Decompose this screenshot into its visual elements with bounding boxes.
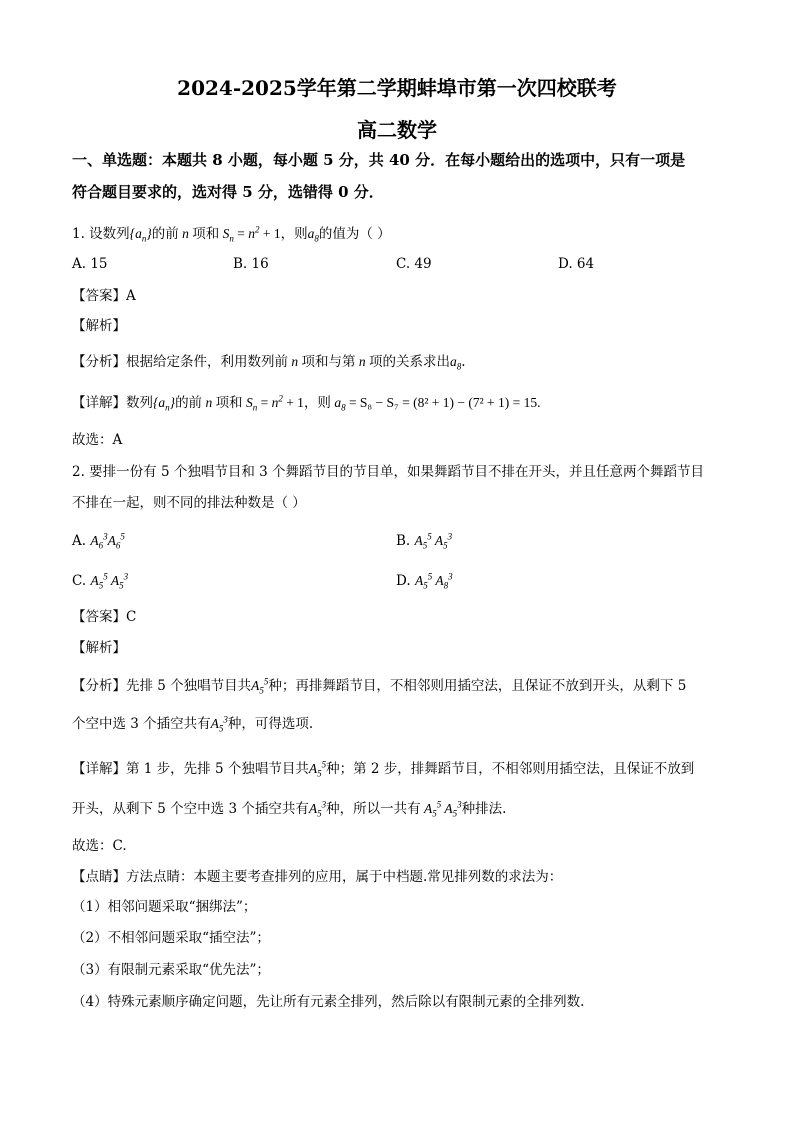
q2-option-b [396, 531, 452, 551]
q2-method-1: （1）相邻问题采取“捆绑法”； [72, 899, 257, 915]
q1-prefix: 1. 设数列 [72, 226, 130, 242]
q1-stem [72, 224, 391, 244]
q1-mid1: 的前 [151, 226, 179, 242]
q1-analysis-label: 【解析】 [72, 318, 126, 334]
q1-mid2: 项和 [192, 226, 220, 242]
q2-xiangjie-1b: 种；第 2 步，排舞蹈节目，不相邻则用插空法，且保证不放到 [326, 761, 695, 777]
q2-choose: 故选：C. [72, 838, 127, 854]
q2-option-c-label: C. [72, 573, 87, 589]
q2-option-a-label: A. [72, 533, 87, 549]
q2-xiangjie-2c: 种排法. [461, 801, 507, 817]
q2-fenxi-line-2 [72, 714, 313, 734]
q1-choose: 故选：A [72, 432, 123, 448]
q1-xiangjie-prefix: 【详解】数列 [72, 395, 153, 411]
q2-fenxi-a53: $A_5^3$ [210, 714, 228, 734]
q1-option-a: A. 15 [72, 256, 108, 272]
q1-suffix: 的值为（ ） [318, 226, 391, 242]
q2-method-2: （2）不相邻问题采取“插空法”； [72, 930, 270, 946]
q2-xiangjie-1a: 【详解】第 1 步，先排 5 个独唱节目共 [72, 761, 309, 777]
q2-xiangjie-a53: $A_5^3$ [308, 799, 327, 819]
q2-xiangjie-line-1 [72, 759, 694, 779]
section-heading-line-2: 符合题目要求的，选对得 5 分，选错得 0 分． [72, 183, 384, 201]
q1-fenxi-end: 项的关系求出 [369, 354, 450, 370]
q2-fenxi-2b: 种，可得选项. [227, 716, 314, 732]
q1-fenxi-mid: 项和与第 [301, 354, 356, 370]
q1-fenxi-a8: $a_8$ [450, 354, 462, 372]
q1-n: n [178, 226, 193, 241]
q2-option-c-expr: $A_5^5$ $A_5^3$ [90, 571, 129, 591]
q1-xiangjie-an: $\{a_n\}$ [153, 395, 176, 413]
q1-fenxi-n2: n [355, 354, 369, 369]
q2-fenxi-a55: $A_5^5$ [251, 676, 269, 696]
q2-xiangjie-a55: $A_5^5$ [308, 759, 327, 779]
q2-method-3: （3）有限制元素采取“优先法”； [72, 962, 270, 978]
q2-xiangjie-line-2 [72, 799, 506, 819]
q2-xiangjie-2b: 种，所以一共有 [326, 801, 421, 817]
q1-fenxi-text: 【分析】根据给定条件，利用数列前 [72, 354, 288, 370]
q1-seq-an: $\{a_n\}$ [129, 226, 152, 244]
q1-fenxi [72, 352, 466, 372]
q2-answer: 【答案】C [72, 609, 137, 625]
q1-xiangjie [72, 393, 541, 413]
q2-fenxi-1a: 【分析】先排 5 个独唱节目共 [72, 678, 252, 694]
q2-stem-line-2: 不排在一起，则不同的排法种数是（ ） [72, 495, 306, 511]
q2-option-c [72, 571, 128, 591]
q2-fenxi-1b: 种；再排舞蹈节目，不相邻则用插空法，且保证不放到开头，从剩下 5 [268, 678, 687, 694]
q2-fenxi-line-1 [72, 676, 686, 696]
q2-option-b-label: B. [396, 533, 411, 549]
q2-xiangjie-product: $A_5^5$ $A_5^3$ [420, 799, 462, 819]
q1-xiangjie-a8: $a_8$ [330, 395, 346, 413]
q2-option-d [396, 571, 453, 591]
q1-xiangjie-mid3: ，则 [303, 395, 331, 411]
q2-method-4: （4）特殊元素顺序确定问题，先让所有元素全排列，然后除以有限制元素的全排列数. [72, 994, 585, 1010]
q1-option-b: B. 16 [233, 256, 269, 272]
q1-fenxi-n1: n [288, 354, 302, 369]
q1-xiangjie-formula: = S₈ − S₇ = (8² + 1) − (7² + 1) = 15. [348, 395, 541, 410]
q1-xiangjie-mid1: 的前 [175, 395, 203, 411]
q2-option-a [72, 531, 125, 551]
q2-option-d-label: D. [396, 573, 411, 589]
q2-fenxi-2a: 个空中选 3 个插空共有 [72, 716, 211, 732]
q1-mid3: ，则 [280, 226, 308, 242]
q1-xiangjie-n: n [202, 395, 216, 410]
q2-stem-line-1: 2. 要排一份有 5 个独唱节目和 3 个舞蹈节目的节目单，如果舞蹈节目不排在开头，并且任意两个舞蹈节目 [72, 464, 705, 480]
q2-option-d-expr: $A_5^5$ $A_8^3$ [414, 571, 453, 591]
q1-sn-formula: $S_n = n^2 + 1$ [219, 224, 281, 244]
q1-a8: $a_8$ [307, 226, 319, 244]
q1-option-c: C. 49 [396, 256, 432, 272]
q2-dianjing: 【点睛】方法点睛：本题主要考查排列的应用，属于中档题.常见排列数的求法为： [72, 869, 563, 885]
q2-option-a-expr: $A_6^3A_6^5$ [90, 531, 125, 551]
q2-analysis-label: 【解析】 [72, 640, 126, 656]
q2-xiangjie-2a: 开头，从剩下 5 个空中选 3 个插空共有 [72, 801, 309, 817]
q1-xiangjie-sn: $S_n = n^2 + 1$ [242, 393, 304, 413]
q1-answer: 【答案】A [72, 288, 136, 304]
q2-option-b-expr: $A_5^5$ $A_5^3$ [414, 531, 453, 551]
document-title: 2024-2025学年第二学期蚌埠市第一次四校联考 [177, 76, 617, 100]
section-heading-line-1: 一、单选题：本题共 8 小题，每小题 5 分，共 40 分．在每小题给出的选项中，只有一项是 [72, 151, 686, 169]
q1-xiangjie-mid2: 项和 [215, 395, 243, 411]
document-subtitle: 高二数学 [357, 118, 437, 142]
q1-fenxi-period: . [461, 354, 466, 370]
q1-option-d: D. 64 [558, 256, 595, 272]
